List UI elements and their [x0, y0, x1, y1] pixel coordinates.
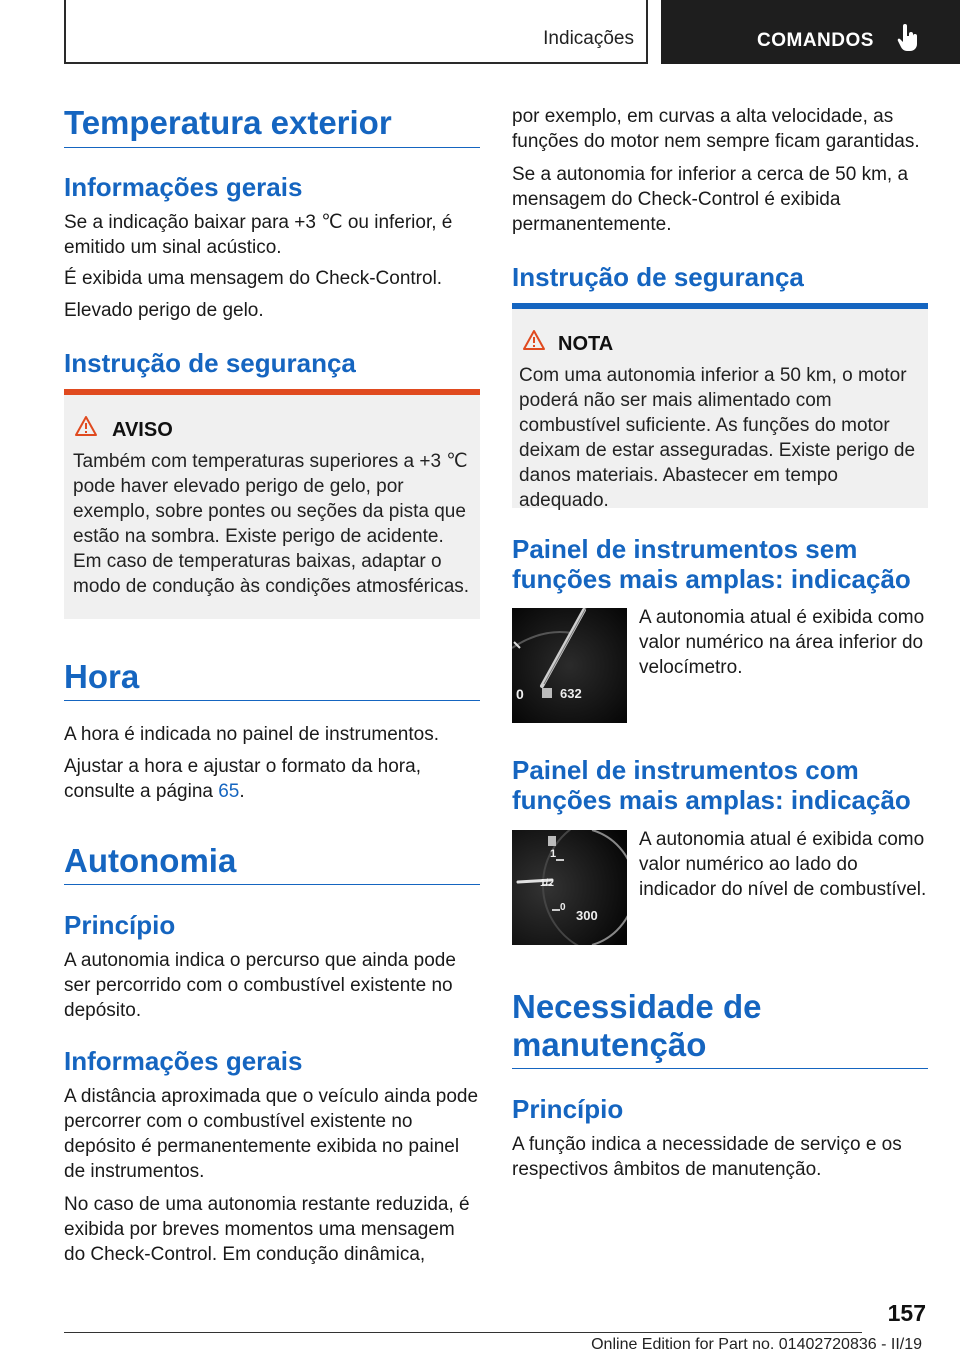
- warning-text: Também com temperaturas superiores a +3 ℃ pode haver elevado perigo de gelo, por exemplo, sobre pontes ou seções da pista que estão na sombra. Existe perigo de acidente. Em caso de temperaturas baixas, adaptar o modo de condução às condições atmosféricas.: [73, 451, 470, 597]
- heading-autonomia: Autonomia: [64, 842, 237, 879]
- paragraph: No caso de uma autonomia restante reduzida, é exibida por breves momentos uma mensagem do Check-Control. Em condução dinâmica,: [64, 1194, 470, 1265]
- heading-temperatura-exterior: Temperatura exterior: [64, 104, 392, 141]
- note-bar: [512, 303, 928, 309]
- speedometer-graphic: [512, 608, 627, 723]
- hand-pointer-icon: [897, 24, 919, 52]
- paragraph: Elevado perigo de gelo.: [64, 300, 264, 321]
- range-value: 300: [576, 908, 598, 923]
- heading-rule: [64, 700, 480, 701]
- heading-informacoes-gerais: Informações gerais: [64, 172, 303, 202]
- paragraph: A autonomia atual é exibida como valor numérico ao lado do indicador do nível de combustível.: [639, 829, 927, 900]
- paragraph: A autonomia indica o percurso que ainda pode ser percorrido com o combustível existente no depósito.: [64, 950, 456, 1021]
- paragraph: Se a indicação baixar para +3 ℃ ou inferior, é emitido um sinal acústico.: [64, 212, 453, 258]
- fuel-gauge-range-image: [512, 830, 627, 945]
- header-chapter-label: COMANDOS: [757, 30, 874, 51]
- speedometer-range-image: [512, 608, 627, 723]
- paragraph: A função indica a necessidade de serviço e os respectivos âmbitos de manutenção.: [512, 1134, 902, 1180]
- paragraph: A hora é indicada no painel de instrumentos.: [64, 724, 439, 745]
- warning-triangle-icon: [522, 329, 546, 351]
- footer-edition: Online Edition for Part no. 01402720836 - II/19: [591, 1336, 922, 1353]
- paragraph: A distância aproximada que o veículo ainda pode percorrer com o combustível existente no depósito é permanentemente exibida no painel de instrumentos.: [64, 1086, 479, 1182]
- paragraph-text: .: [239, 781, 245, 802]
- paragraph-text: Ajustar a hora e ajustar o formato da hora, consulte a página: [64, 756, 421, 802]
- footer-rule: [64, 1332, 862, 1333]
- header-section-label: Indicações: [543, 28, 634, 49]
- fuel-empty-mark: 0: [560, 902, 566, 913]
- speedometer-zero: 0: [516, 686, 524, 702]
- page-link[interactable]: 65: [218, 781, 240, 802]
- warning-title: AVISO: [112, 419, 173, 441]
- heading-principio: Princípio: [64, 910, 176, 940]
- heading-instrucao-de-seguranca-2: Instrução de segurança: [512, 262, 804, 292]
- paragraph: por exemplo, em curvas a alta velocidade, as funções do motor nem sempre ficam garantidas.: [512, 106, 920, 152]
- range-value: 632: [560, 686, 582, 701]
- heading-informacoes-gerais-2: Informações gerais: [64, 1046, 303, 1076]
- paragraph: A autonomia atual é exibida como valor numérico na área inferior do velocímetro.: [639, 607, 925, 678]
- page-number: 157: [887, 1300, 926, 1326]
- note-box: [512, 303, 928, 511]
- warning-bar: [64, 389, 480, 395]
- warning-triangle-icon: [74, 415, 98, 437]
- heading-instrucao-de-seguranca: Instrução de segurança: [64, 348, 356, 378]
- paragraph: Se a autonomia for inferior a cerca de 50 km, a mensagem do Check-Control é exibida permanentemente.: [512, 164, 909, 235]
- heading-hora: Hora: [64, 658, 140, 695]
- paragraph: É exibida uma mensagem do Check-Control.: [64, 268, 443, 289]
- fuel-full-mark: 1: [550, 848, 557, 860]
- header-chapter-tab: [661, 0, 960, 64]
- heading-painel-sem: Painel de instrumentos sem funções mais amplas: indicação: [512, 534, 911, 594]
- fuel-half-mark: 1/2: [540, 878, 554, 889]
- heading-necessidade-de-manutencao: Necessidade de manutenção: [512, 988, 762, 1063]
- heading-principio-2: Princípio: [512, 1094, 624, 1124]
- header-section-box: [64, 0, 648, 64]
- warning-box: [64, 389, 480, 619]
- heading-rule: [64, 147, 480, 148]
- heading-painel-com: Painel de instrumentos com funções mais amplas: indicação: [512, 755, 911, 815]
- heading-rule: [64, 884, 480, 885]
- fuel-gauge-graphic: [512, 830, 627, 945]
- paragraph-hora-ajustar: [64, 754, 474, 804]
- heading-rule: [512, 1068, 928, 1069]
- note-title: NOTA: [558, 333, 614, 355]
- note-text: Com uma autonomia inferior a 50 km, o motor poderá não ser mais alimentado com combustível suficiente. As funções do motor deixam de estar asseguradas. Existe perigo de danos materiais. Abastecer em tempo adequado.: [519, 365, 916, 511]
